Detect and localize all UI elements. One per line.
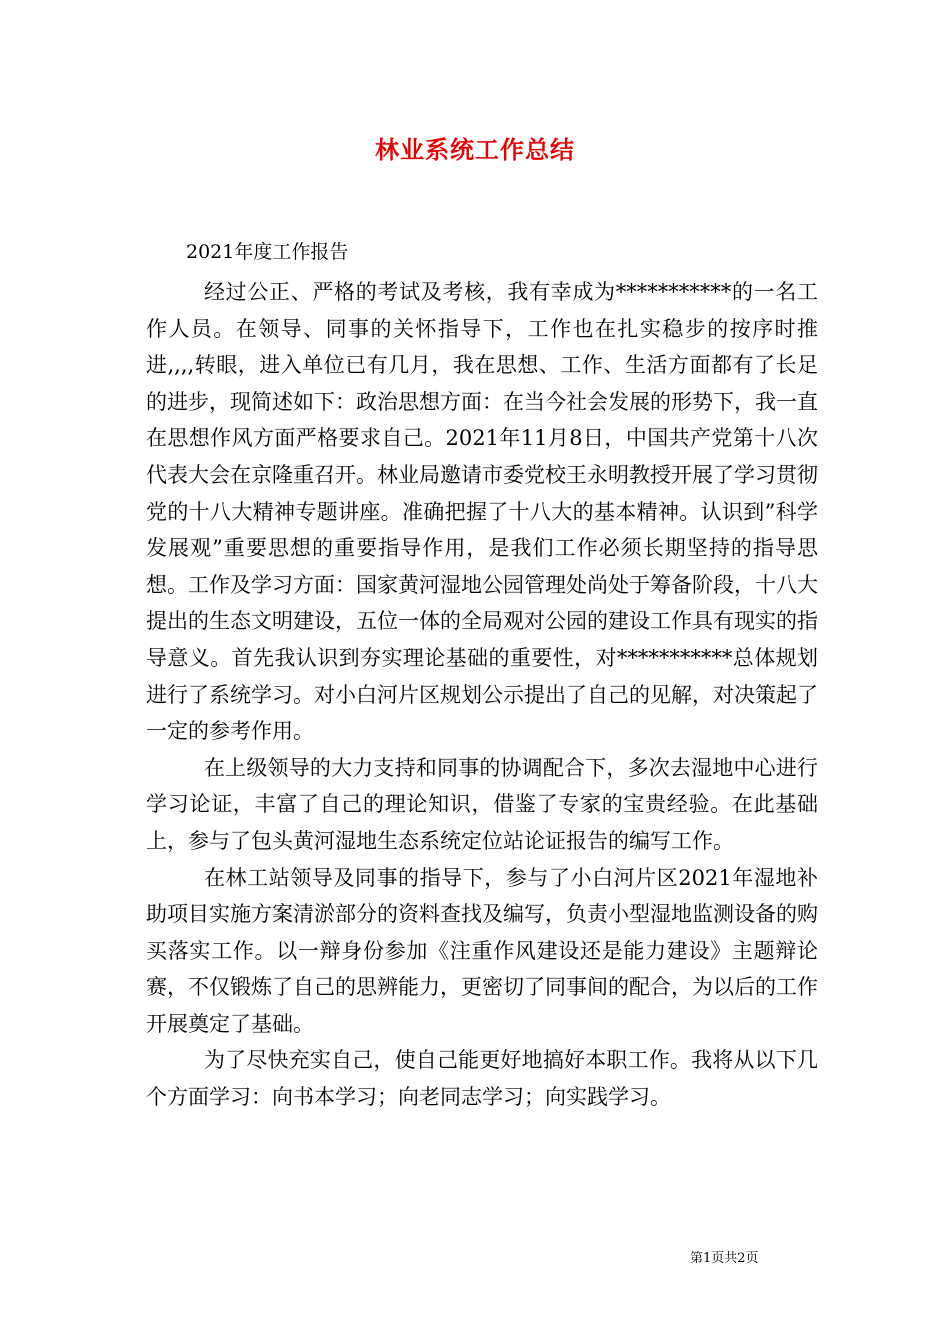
page-number: 第1页共2页 (690, 1251, 759, 1266)
body-paragraph: 在林工站领导及同事的指导下，参与了小白河片区2021年湿地补助项目实施方案清淤部分的资料查找及编写，负责小型湿地监测设备的购买落实工作。以一辩身份参加《注重作风建设还是能力建设》主题辩论赛，不仅锻炼了自己的思辨能力，更密切了同事间的配合，为以后的工作开展奠定了基础。 (146, 865, 818, 1036)
document-title: 林业系统工作总结 (375, 135, 575, 164)
body-paragraph: 在上级领导的大力支持和同事的协调配合下，多次去湿地中心进行学习论证，丰富了自己的理论知识，借鉴了专家的宝贵经验。在此基础上，参与了包头黄河湿地生态系统定位站论证报告的编写工作。 (146, 755, 818, 853)
body-paragraph: 为了尽快充实自己，使自己能更好地搞好本职工作。我将从以下几个方面学习：向书本学习；向老同志学习；向实践学习。 (146, 1048, 818, 1110)
body-paragraph: 经过公正、严格的考试及考核，我有幸成为***********的一名工作人员。在领导、同事的关怀指导下，工作也在扎实稳步的按序时推进,,,,转眼，进入单位已有几月，我在思想、工作、生活方面都有了长足的进步，现简述如下：政治思想方面：在当今社会发展的形势下，我一直在思想作风方面严格要求自己。2021年11月8日，中国共产党第十八次代表大会在京隆重召开。林业局邀请市委党校王永明教授开展了学习贯彻党的十八大精神专题讲座。准确把握了十八大的基本精神。认识到”科学发展观”重要思想的重要指导作用，是我们工作必须长期坚持的指导思想。工作及学习方面：国家黄河湿地公园管理处尚处于筹备阶段，十八大提出的生态文明建设，五位一体的全局观对公园的建设工作具有现实的指导意义。首先我认识到夯实理论基础的重要性，对***********总体规划进行了系统学习。对小白河片区规划公示提出了自己的见解，对决策起了一定的参考作用。 (146, 280, 818, 744)
report-subtitle: 2021年度工作报告 (186, 241, 349, 263)
document-body (146, 274, 818, 1116)
